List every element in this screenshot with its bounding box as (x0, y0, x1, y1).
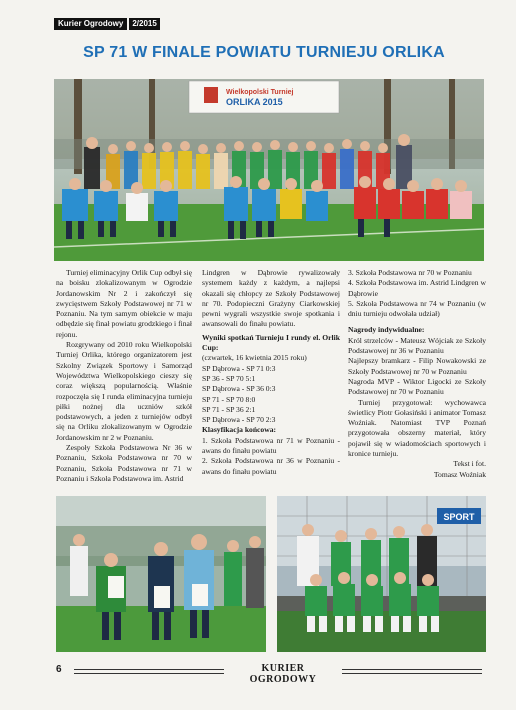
page-header (54, 18, 160, 29)
award-item: Król strzelców - Mateusz Wójciak ze Szkoły Podstawowej nr 36 w Poznaniu (348, 335, 486, 356)
standings-item: 3. Szkoła Podstawowa nr 70 w Poznaniu (348, 268, 472, 277)
match-result: SP 36 - SP 70 5:1 (202, 373, 256, 383)
paragraph: Lindgren w Dąbrowie rywalizowały systemem każdy z każdym, a najlepsi okazali się chłopcy ze Szkoły Podstawowej nr 70. Podopieczni Grażyny Ciarkowskiej pewni wygrali wszystkie swoje spotkania i awansowali do finału powiatu. (202, 268, 340, 329)
awards-heading: Nagrody indywidualne: (348, 325, 425, 335)
award-item: Najlepszy bramkarz - Filip Nowakowski ze Szkoły Podstawowej nr 70 w Poznaniu (348, 356, 486, 376)
author-name: Tomasz Woźniak (433, 469, 486, 479)
paragraph: Turniej eliminacyjny Orlik Cup odbył się na boisku zlokalizowanym w Ogrodzie Jordanowskim Nr 2 i zakończył się zwycięstwem Szkoły Podstawowej nr 71 w Poznaniu. Na tym samym obiekcie w maju odbędzie się finał powiatu grodzkiego i finał rejonu. (56, 268, 192, 339)
banner-subtitle: ORLIKA 2015 (226, 97, 283, 107)
photo-credit: Tekst i fot. (453, 459, 486, 469)
standings-item: 1. Szkoła Podstawowa nr 71 w Poznaniu - awans do finału powiatu (202, 435, 340, 456)
match-result: SP 71 - SP 70 8:0 (202, 394, 256, 404)
article-column-3 (348, 268, 486, 480)
paragraph: Rozgrywany od 2010 roku Wielkopolski Turniej Orlika, którego organizatorem jest Szkolny Związek Sportowy i Samorząd Województwa Wielkopolskiego cieszy się coraz większą popularnością. Właśnie rozpoczęła się I runda eliminacyjna turnieju piłki nożnej dla uczniów szkół podstawowych, a jeden z turniejów odbył się na Orliku zlokalizowanym w Ogrodzie Jordanowskim nr 2 w Poznaniu. (56, 340, 192, 442)
paragraph: Zespoły Szkoła Podstawowa Nr 36 w Poznaniu, Szkoła Podstawowa nr 70 w Poznaniu, Szkoła Podstawowa nr 71 w Poznaniu i Szkoła Podstawowa im. Astrid (56, 443, 192, 483)
match-result: SP Dąbrowa - SP 71 0:3 (202, 363, 276, 373)
article-column-1 (56, 268, 192, 484)
banner-title: Wielkopolski Turniej (226, 89, 294, 96)
match-result: SP Dąbrowa - SP 36 0:3 (202, 384, 276, 394)
article-column-2 (202, 268, 340, 477)
page-number: 6 (56, 664, 62, 675)
tournament-banner (189, 81, 339, 113)
match-result: SP Dąbrowa - SP 70 2:3 (202, 415, 276, 425)
article-headline: SP 71 W FINALE POWIATU TURNIEJU ORLIKA (83, 44, 445, 61)
footer-rule-left (74, 669, 224, 674)
match-result: SP 71 - SP 36 2:1 (202, 404, 256, 414)
results-heading: Wyniki spotkań Turnieju I rundy el. Orlik Cup: (202, 332, 340, 353)
award-item: Nagroda MVP - Wiktor Ligocki ze Szkoły Podstawowej nr 70 w Poznaniu (348, 376, 486, 397)
footer-magazine-title: KURIER OGRODOWY (249, 663, 317, 685)
standings-item: 4. Szkoła Podstawowa im. Astrid Lindgren w Dąbrowie (348, 278, 486, 298)
issue-number: 2/2015 (129, 18, 159, 30)
magazine-name: Kurier Ogrodowy (54, 18, 127, 30)
results-date: (czwartek, 16 kwietnia 2015 roku) (202, 353, 307, 363)
paragraph: Turniej przygotował: wychowawca świetlicy Piotr Gołasiński i animator Tomasz Woźniak. Natomiast TVP Poznań przygotowała obszerny materiał, który pojawił się w wiadomościach sportowych i kronice turnieju. (348, 397, 486, 459)
footer-rule-right (342, 669, 482, 674)
winning-team-photo (277, 496, 486, 652)
standings-item: 5. Szkoła Podstawowa nr 74 w Poznaniu (w dniu turnieju odwołała udział) (348, 298, 486, 319)
standings-item: 2. Szkoła Podstawowa nr 36 w Poznaniu - awans do finału powiatu (202, 456, 340, 476)
award-ceremony-photo (56, 496, 266, 652)
team-group-photo (54, 79, 484, 261)
sport-banner: SPORT (443, 512, 475, 522)
standings-heading: Klasyfikacja końcowa: (202, 425, 277, 435)
